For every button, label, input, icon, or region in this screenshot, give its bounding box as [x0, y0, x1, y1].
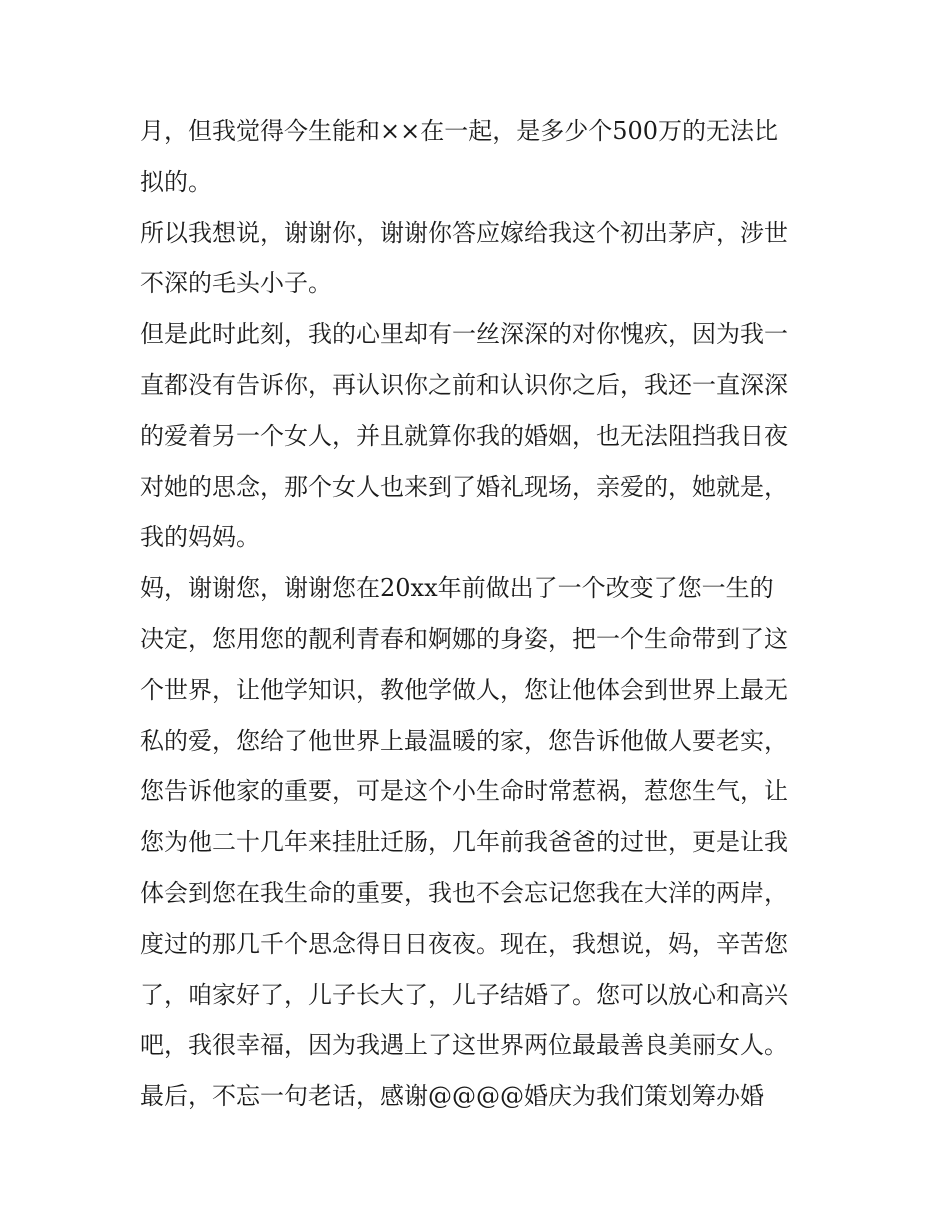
text-line: 我的妈妈。	[140, 523, 260, 552]
document-body	[140, 106, 820, 1122]
text-line: 直都没有告诉你，再认识你之前和认识你之后，我还一直深深	[140, 370, 788, 399]
text-line: 决定，您用您的靓利青春和婀娜的身姿，把一个生命带到了这	[140, 624, 788, 653]
text-line: 妈，谢谢您，谢谢您在20xx年前做出了一个改变了您一生的	[140, 574, 774, 603]
text-line: 但是此时此刻，我的心里却有一丝深深的对你愧疚，因为我一	[140, 320, 788, 349]
text-line: 体会到您在我生命的重要，我也不会忘记您我在大洋的两岸，	[140, 878, 788, 907]
text-line: 最后，不忘一句老话，感谢@@@@婚庆为我们策划筹办婚	[140, 1082, 764, 1111]
text-line: 的爱着另一个女人，并且就算你我的婚姻，也无法阻挡我日夜	[140, 421, 788, 450]
text-line: 了，咱家好了，儿子长大了，儿子结婚了。您可以放心和高兴	[140, 980, 788, 1009]
text-line: 对她的思念，那个女人也来到了婚礼现场，亲爱的，她就是，	[140, 472, 788, 501]
text-line: 您告诉他家的重要，可是这个小生命时常惹祸，惹您生气，让	[140, 777, 788, 806]
text-line: 个世界，让他学知识，教他学做人，您让他体会到世界上最无	[140, 675, 788, 704]
text-line: 度过的那几千个思念得日日夜夜。现在，我想说，妈，辛苦您	[140, 929, 788, 958]
text-line: 所以我想说，谢谢你，谢谢你答应嫁给我这个初出茅庐，涉世	[140, 218, 788, 247]
text-line: 不深的毛头小子。	[140, 269, 332, 298]
text-line: 私的爱，您给了他世界上最温暖的家，您告诉他做人要老实，	[140, 726, 788, 755]
text-line: 吧，我很幸福，因为我遇上了这世界两位最最善良美丽女人。	[140, 1031, 788, 1060]
text-line: 月，但我觉得今生能和××在一起，是多少个500万的无法比	[140, 117, 779, 145]
text-line: 拟的。	[140, 167, 212, 196]
text-line: 您为他二十几年来挂肚迁肠，几年前我爸爸的过世，更是让我	[140, 828, 788, 857]
